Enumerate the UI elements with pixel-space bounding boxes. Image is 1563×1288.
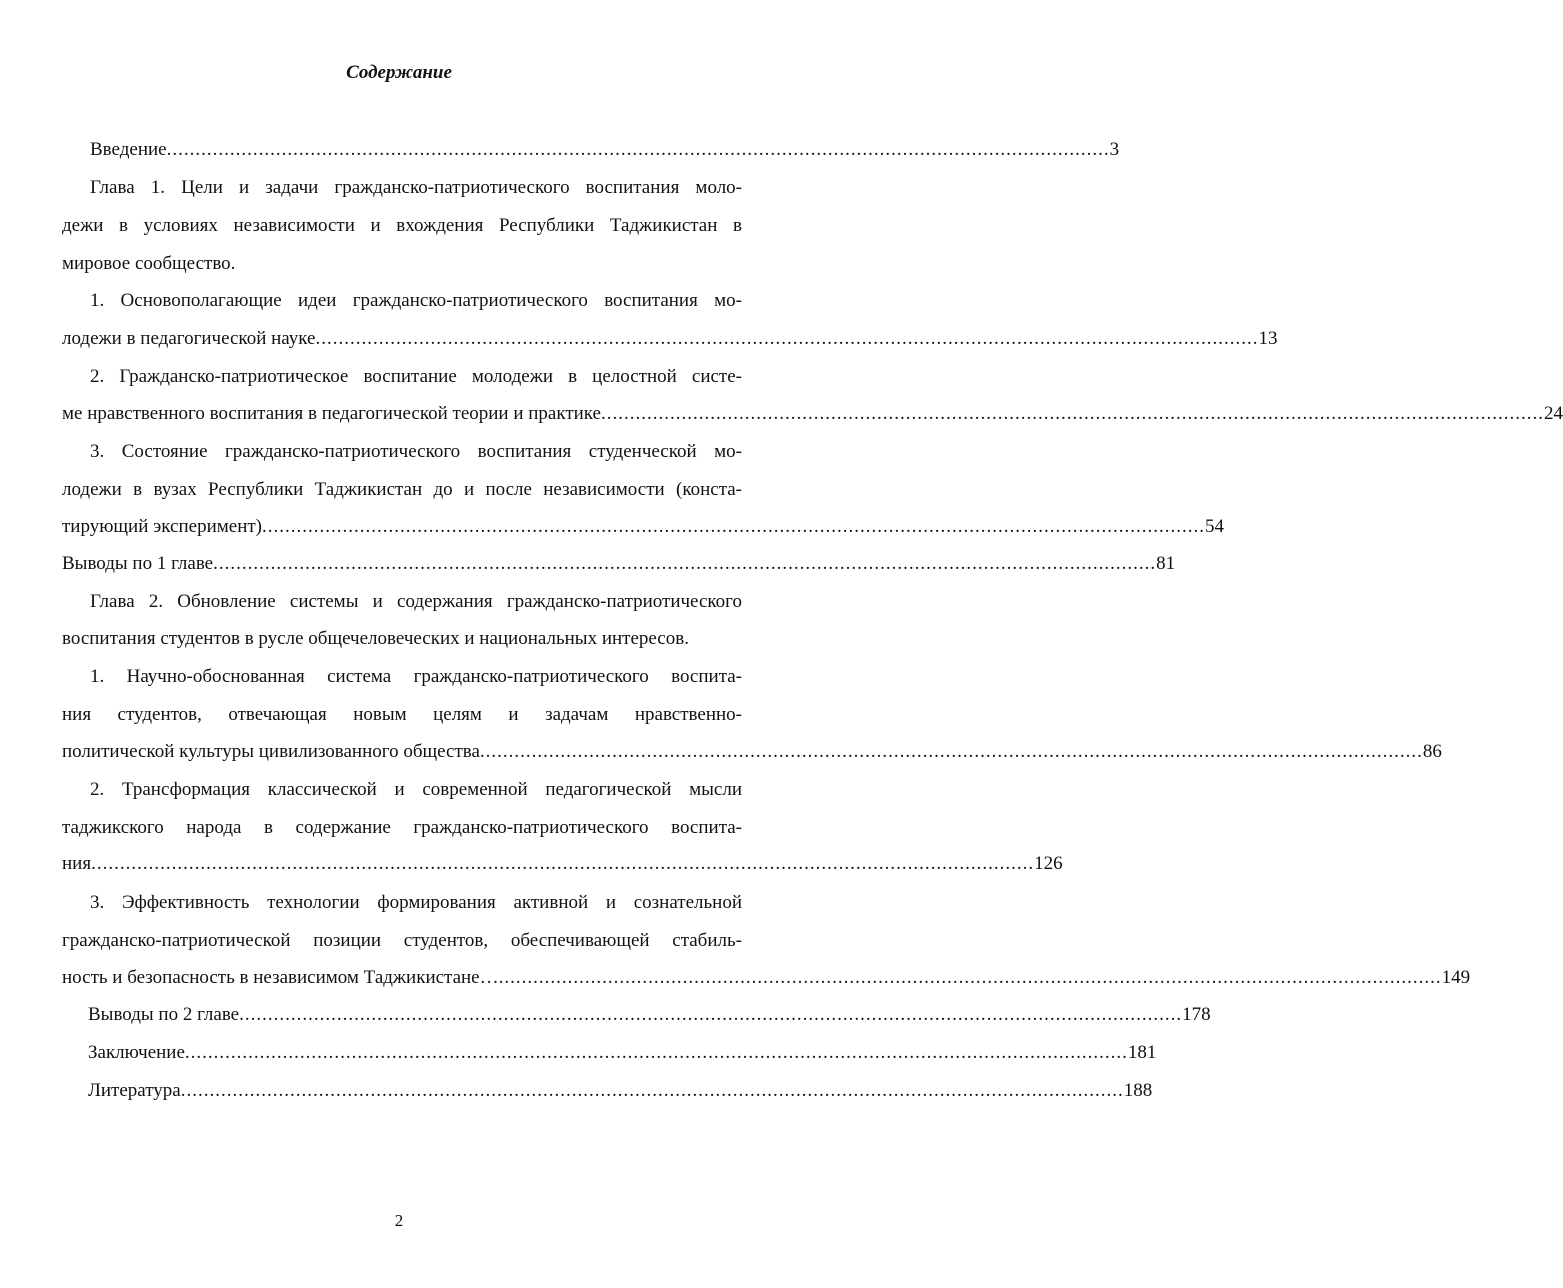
toc-entry-label: Заключение (88, 1042, 185, 1063)
toc-entry-label: ния (62, 853, 92, 874)
section-1-2-line-1: 2. Гражданско-патриотическое воспитание молодежи в целостной систе- (90, 366, 742, 387)
section-1-1-line-1: 1. Основополагающие идеи гражданско-патриотического воспитания мо- (90, 290, 742, 311)
section-1-3-line-1: 3. Состояние гражданско-патриотического воспитания студенческой мо- (90, 441, 742, 462)
toc-entry-label: Литература (88, 1080, 181, 1101)
dot-leader: .................................................................................................................................................................... (479, 741, 1423, 762)
toc-entry-page: 81 (1156, 553, 1176, 574)
toc-entry-label: Введение (90, 139, 167, 160)
dot-leader: .................................................................................................................................................................... (315, 328, 1259, 349)
toc-entry-literature (88, 1080, 1153, 1102)
toc-entry-page: 86 (1422, 741, 1442, 762)
chapter-2-heading-line-2: воспитания студентов в русле общечеловеческих и национальных интересов. (62, 628, 689, 649)
section-2-3-line-1: 3. Эффективность технологии формирования активной и сознательной (90, 892, 742, 913)
chapter-1-heading-line-3: мировое сообщество. (62, 253, 236, 274)
toc-entry-page: 126 (1034, 853, 1063, 874)
section-2-2-line-3 (62, 853, 1063, 875)
toc-entry-label: лодежи в педагогической науке (62, 328, 316, 349)
section-2-1-line-3 (62, 741, 1442, 763)
toc-entry-page: 149 (1441, 967, 1471, 988)
dot-leader: .................................................................................................................................................................... (239, 1004, 1183, 1025)
dot-leader: .................................................................................................................................................................... (262, 516, 1206, 537)
toc-entry-chapter-1-conclusions (62, 553, 1176, 575)
toc-entry-label: тирующий эксперимент) (62, 516, 263, 537)
dot-leader: .................................................................................................................................................................... (166, 139, 1110, 160)
toc-entry-page: 178 (1182, 1004, 1211, 1025)
section-2-3-line-3 (62, 967, 1471, 989)
dot-leader: .................................................................................................................................................................... (91, 853, 1035, 874)
section-1-1-line-2 (62, 328, 1278, 350)
page-number: 2 (394, 1211, 404, 1230)
section-2-1-line-1: 1. Научно-обоснованная система гражданско-патриотического воспита- (90, 666, 742, 687)
toc-title: Содержание (346, 62, 452, 83)
dot-leader: .................................................................................................................................................................... (213, 553, 1157, 574)
chapter-1-heading-line-1: Глава 1. Цели и задачи гражданско-патриотического воспитания моло- (90, 177, 742, 198)
toc-entry-label: ность и безопасность в независимом Таджикистане… (62, 967, 499, 988)
toc-entry-label: Выводы по 1 главе (62, 553, 214, 574)
dot-leader: .................................................................................................................................................................... (601, 403, 1544, 424)
dot-leader: .................................................................................................................................................................... (180, 1080, 1124, 1101)
section-2-2-line-2: таджикского народа в содержание гражданско-патриотического воспита- (62, 817, 742, 838)
section-1-3-line-3 (62, 516, 1225, 538)
chapter-2-heading-line-1: Глава 2. Обновление системы и содержания гражданско-патриотического (90, 591, 742, 612)
toc-entry-introduction (90, 139, 1120, 161)
toc-entry-page: 54 (1205, 516, 1225, 537)
toc-entry-label: политической культуры цивилизованного общества (62, 741, 480, 762)
toc-entry-page: 188 (1123, 1080, 1153, 1101)
dot-leader: .................................................................................................................................................................... (498, 967, 1442, 988)
toc-entry-label: ме нравственного воспитания в педагогической теории и практике (62, 403, 601, 424)
toc-entry-conclusion (88, 1042, 1157, 1064)
toc-entry-chapter-2-conclusions (88, 1004, 1211, 1026)
section-2-3-line-2: гражданско-патриотической позиции студентов, обеспечивающей стабиль- (62, 930, 742, 951)
chapter-1-heading-line-2: дежи в условиях независимости и вхождения Республики Таджикистан в (62, 215, 742, 236)
toc-entry-page: 24 (1544, 403, 1563, 424)
section-2-1-line-2: ния студентов, отвечающая новым целям и задачам нравственно- (62, 704, 742, 725)
toc-entry-label: Выводы по 2 главе (88, 1004, 240, 1025)
section-1-3-line-2: лодежи в вузах Республики Таджикистан до и после независимости (конста- (62, 479, 742, 500)
section-1-2-line-2 (62, 403, 1563, 425)
toc-entry-page: 181 (1127, 1042, 1157, 1063)
dot-leader: .................................................................................................................................................................... (184, 1042, 1128, 1063)
toc-entry-page: 3 (1109, 139, 1120, 160)
toc-entry-page: 13 (1258, 328, 1278, 349)
section-2-2-line-1: 2. Трансформация классической и современной педагогической мысли (90, 779, 742, 800)
